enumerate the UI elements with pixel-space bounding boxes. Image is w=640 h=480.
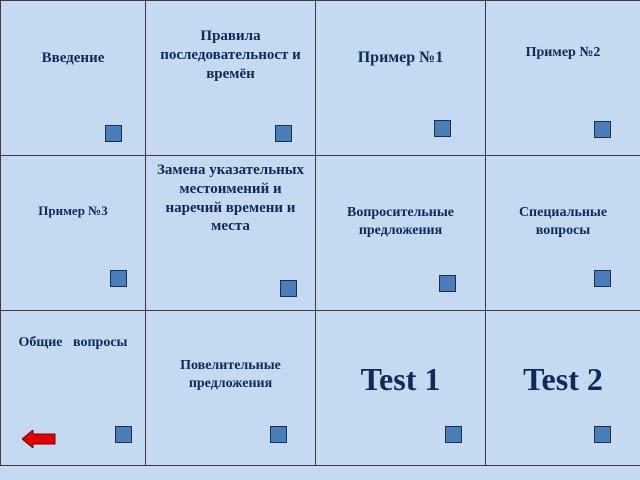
cell-example-2-label: Пример №2 xyxy=(525,45,601,60)
square-button-icon[interactable] xyxy=(594,270,611,287)
cell-example-2[interactable] xyxy=(486,1,640,156)
cell-introduction[interactable] xyxy=(1,1,146,156)
cell-interrogative-sentences[interactable] xyxy=(316,156,486,311)
cell-example-1[interactable] xyxy=(316,1,486,156)
cell-example-3[interactable] xyxy=(1,156,146,311)
square-button-icon[interactable] xyxy=(115,426,132,443)
square-button-icon[interactable] xyxy=(439,275,456,292)
cell-test-1-label: Test 1 xyxy=(360,361,441,397)
cell-example-3-label: Пример №3 xyxy=(38,203,108,218)
square-button-icon[interactable] xyxy=(270,426,287,443)
cell-imperative-sentences-label: Повелительные предложения xyxy=(180,358,281,391)
square-button-icon[interactable] xyxy=(594,426,611,443)
cell-introduction-label: Введение xyxy=(41,50,105,66)
square-button-icon[interactable] xyxy=(445,426,462,443)
cell-general-questions-label: Общие вопросы xyxy=(18,335,128,350)
cell-interrogative-sentences-label: Вопросительные предложения xyxy=(346,205,455,238)
cell-example-1-label: Пример №1 xyxy=(357,49,444,66)
cell-imperative-sentences[interactable] xyxy=(146,311,316,466)
square-button-icon[interactable] xyxy=(110,270,127,287)
cell-special-questions[interactable] xyxy=(486,156,640,311)
cell-sequence-of-tenses[interactable] xyxy=(146,1,316,156)
square-button-icon[interactable] xyxy=(434,120,451,137)
cell-pronoun-replacement[interactable] xyxy=(146,156,316,311)
square-button-icon[interactable] xyxy=(275,125,292,142)
cell-test-2[interactable] xyxy=(486,311,640,466)
cell-test-2-label: Test 2 xyxy=(523,361,603,397)
cell-test-1[interactable] xyxy=(316,311,486,466)
cell-general-questions[interactable] xyxy=(1,311,146,466)
square-button-icon[interactable] xyxy=(105,125,122,142)
cell-sequence-of-tenses-label: Правила последовательност и времён xyxy=(160,28,301,82)
cell-pronoun-replacement-label: Замена указательных местоимений и наречий времени и места xyxy=(157,162,304,235)
cell-special-questions-label: Специальные вопросы xyxy=(518,205,608,238)
square-button-icon[interactable] xyxy=(594,121,611,138)
square-button-icon[interactable] xyxy=(280,280,297,297)
